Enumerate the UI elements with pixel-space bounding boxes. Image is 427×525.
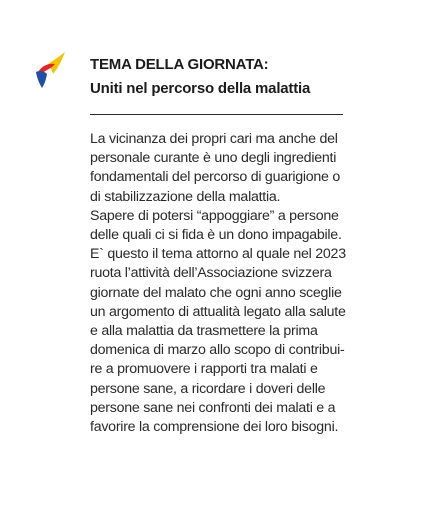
body-line: giornate del malato che ogni anno sceglie: [90, 284, 342, 301]
header-title: TEMA DELLA GIORNATA:: [90, 56, 269, 73]
body-line: persone sane, a ricordare i doveri delle: [90, 380, 326, 397]
header: [90, 55, 390, 98]
body-line: fondamentali del percorso di guarigione o: [90, 169, 341, 186]
body-line: e alla malattia da trasmettere la prima: [90, 323, 318, 340]
body-line: E` questo il tema attorno al quale nel 2023: [90, 246, 346, 263]
body-line: persone sane nei confronti dei malati e a: [90, 399, 336, 416]
body-line: La vicinanza dei propri cari ma anche del: [90, 131, 338, 147]
body-line: favorire la comprensione dei loro bisogni.: [90, 419, 339, 436]
body-line: re a promuovere i rapporti tra malati e: [90, 361, 318, 378]
body-line: ruota l’attività dell’Associazione svizzera: [90, 265, 332, 282]
body-line: delle quali ci si fida è un dono impagabile.: [90, 227, 342, 244]
body-line: di stabilizzazione della malattia.: [90, 188, 281, 205]
header-divider: [90, 114, 343, 115]
body-paragraph: [90, 130, 390, 437]
body-line: domenica di marzo allo scopo di contribui-: [90, 342, 345, 359]
body-line: Sapere di potersi “appoggiare” a persone: [90, 207, 339, 224]
association-logo-icon: [32, 50, 72, 90]
body-line: un argomento di attualità legato alla salute: [90, 303, 346, 320]
body-line: personale curante è uno degli ingredienti: [90, 150, 337, 167]
header-subtitle: Uniti nel percorso della malattia: [90, 80, 311, 97]
